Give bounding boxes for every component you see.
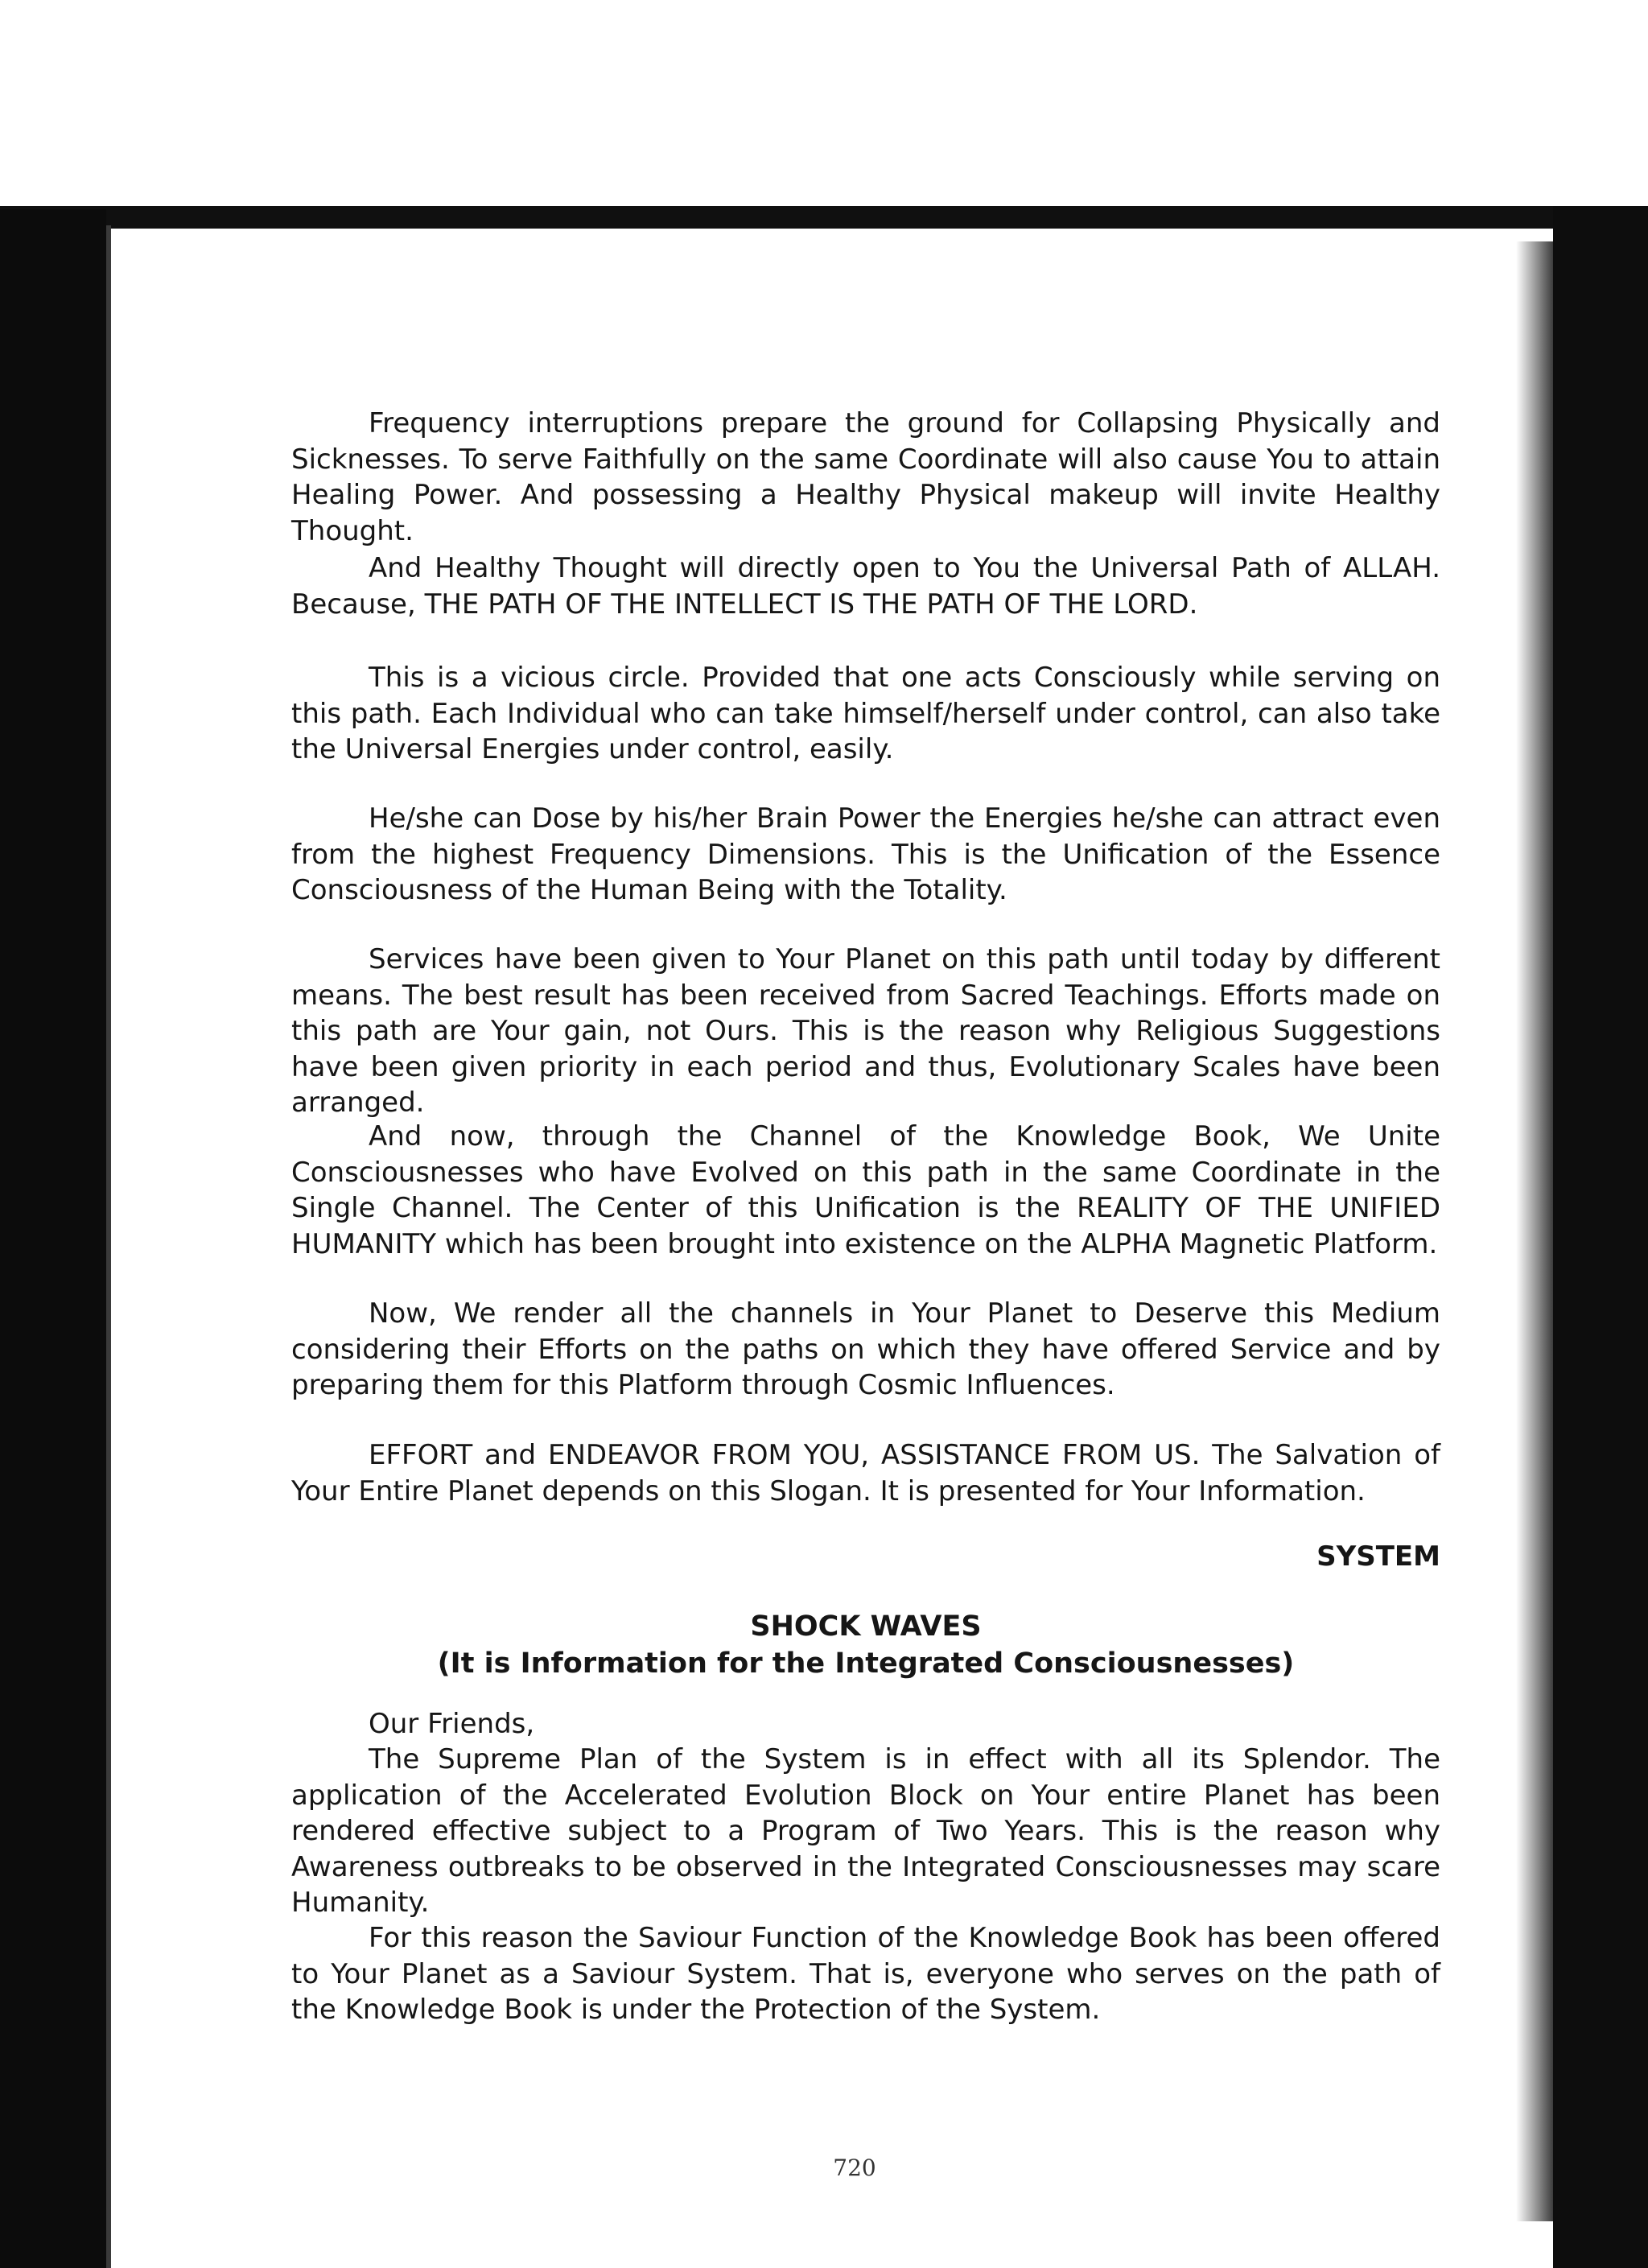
scan-right-border: [1553, 206, 1648, 2268]
paragraph-8: EFFORT and ENDEAVOR FROM YOU, ASSISTANCE FROM US. The Salvation of Your Entire Planet depends on this Slogan. It is presented for Your Information.: [291, 1439, 1440, 1507]
scan-top-border: [0, 206, 1648, 229]
paragraph-10: For this reason the Saviour Function of the Knowledge Book has been offered to Your Planet as a Saviour System. That is, everyone who serves on the path of the Knowledge Book is under the Protection of the System.: [291, 1922, 1440, 2026]
section-heading: SHOCK WAVES: [750, 1610, 982, 1643]
paragraph-2: And Healthy Thought will directly open to You the Universal Path of ALLAH. Because, THE PATH OF THE INTELLECT IS THE PATH OF THE LORD.: [291, 552, 1440, 621]
signature-system: SYSTEM: [1316, 1540, 1440, 1573]
section-subheading: (It is Information for the Integrated Consciousnesses): [437, 1647, 1295, 1680]
paragraph-3: This is a vicious circle. Provided that one acts Consciously while serving on this path. Each Individual who can take himself/herself under control, can also take the Universal Energies under control, easily.: [291, 662, 1440, 765]
scan-left-edge: [106, 225, 111, 2268]
page-number: 720: [833, 2155, 876, 2181]
paragraph-6: And now, through the Channel of the Knowledge Book, We Unite Consciousnesses who have Evolved on this path in the same Coordinate in the Single Channel. The Center of this Unification is the REALITY OF THE UNIFIED HUMANITY which has been brought into existence on the ALPHA Magnetic Platform.: [291, 1120, 1440, 1260]
paragraph-4: He/she can Dose by his/her Brain Power the Energies he/she can attract even from the highest Frequency Dimensions. This is the Unification of the Essence Consciousness of the Human Being with the Totality.: [291, 802, 1440, 906]
scan-left-border: [0, 209, 106, 2268]
paragraph-5: Services have been given to Your Planet on this path until today by different means. The best result has been received from Sacred Teachings. Efforts made on this path are Your gain, not Ours. This is the reason why Religious Suggestions have been given priority in each period and thus, Evolutionary Scales have been arranged.: [291, 943, 1440, 1119]
paragraph-7: Now, We render all the channels in Your Planet to Deserve this Medium considering their Efforts on the paths on which they have offered Service and by preparing them for this Platform through Cosmic Influences.: [291, 1297, 1440, 1401]
paragraph-9: The Supreme Plan of the System is in effect with all its Splendor. The application of the Accelerated Evolution Block on Your entire Planet has been rendered effective subject to a Program of Two Years. This is the reason why Awareness outbreaks to be observed in the Integrated Consciousnesses may scare Humanity.: [291, 1743, 1440, 1919]
paragraph-1: Frequency interruptions prepare the ground for Collapsing Physically and Sicknesses. To serve Faithfully on the same Coordinate will also cause You to attain Healing Power. And possessing a Healthy Physical makeup will invite Healthy Thought.: [291, 407, 1440, 547]
greeting: Our Friends,: [369, 1708, 535, 1740]
